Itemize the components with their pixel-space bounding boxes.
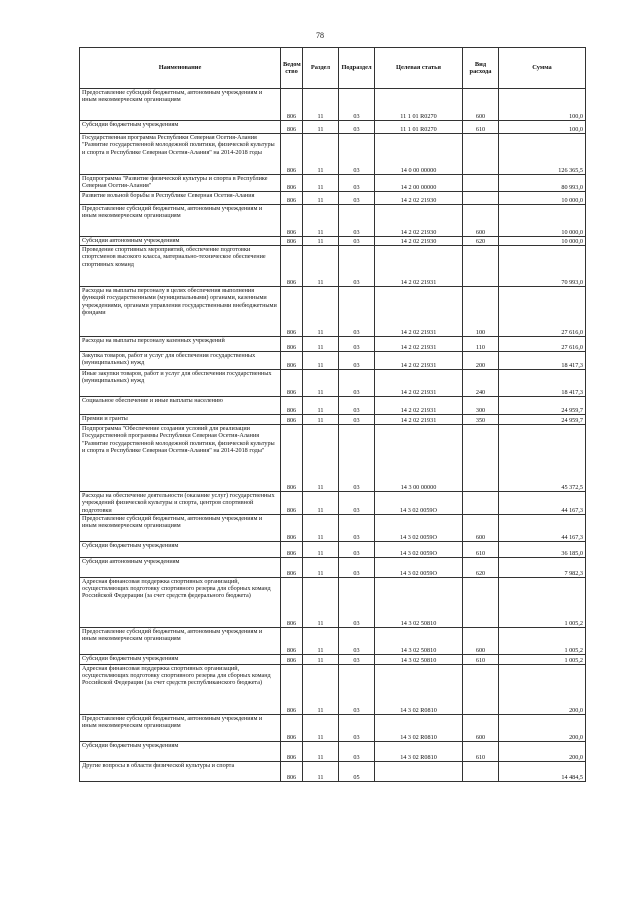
cell-sum: 18 417,3 bbox=[499, 352, 586, 370]
table-row bbox=[80, 397, 586, 415]
cell-stat: 14 2 00 00000 bbox=[375, 175, 463, 192]
cell-vid: 610 bbox=[463, 121, 499, 134]
cell-name: Субсидии автономным учреждениям bbox=[80, 237, 281, 246]
cell-name: Иные закупки товаров, работ и услуг для обеспечения государственных (муниципальных) нужд bbox=[80, 370, 281, 397]
table-row bbox=[80, 134, 586, 175]
cell-stat: 14 2 02 21931 bbox=[375, 246, 463, 287]
cell-vid bbox=[463, 492, 499, 515]
header-vid: Вид расхода bbox=[463, 48, 499, 89]
cell-ved: 806 bbox=[281, 175, 303, 192]
cell-sum: 200,0 bbox=[499, 741, 586, 761]
cell-podrazdel: 03 bbox=[339, 627, 375, 654]
table-row bbox=[80, 337, 586, 352]
budget-table bbox=[79, 47, 586, 782]
cell-razdel: 11 bbox=[303, 246, 339, 287]
cell-stat: 14 3 02 50810 bbox=[375, 654, 463, 664]
cell-sum: 10 000,0 bbox=[499, 192, 586, 205]
cell-vid: 600 bbox=[463, 89, 499, 121]
cell-name: Адресная финансовая поддержка спортивных организаций, осуществляющих подготовку спортивного резерва для сборных команд Российской Федерации (за счет средств федерального бюджета) bbox=[80, 577, 281, 627]
cell-vid: 600 bbox=[463, 205, 499, 237]
cell-ved: 806 bbox=[281, 287, 303, 337]
cell-sum: 44 167,3 bbox=[499, 492, 586, 515]
cell-vid: 620 bbox=[463, 237, 499, 246]
cell-name: Субсидии бюджетным учреждениям bbox=[80, 654, 281, 664]
cell-stat: 14 3 02 R0810 bbox=[375, 714, 463, 741]
header-name: Наименование bbox=[80, 48, 281, 89]
header-stat: Целевая статья bbox=[375, 48, 463, 89]
cell-vid: 610 bbox=[463, 541, 499, 557]
cell-podrazdel: 03 bbox=[339, 89, 375, 121]
cell-sum: 100,0 bbox=[499, 89, 586, 121]
cell-stat: 14 0 00 00000 bbox=[375, 134, 463, 175]
cell-ved: 806 bbox=[281, 246, 303, 287]
cell-vid: 110 bbox=[463, 337, 499, 352]
cell-podrazdel: 03 bbox=[339, 541, 375, 557]
cell-podrazdel: 03 bbox=[339, 175, 375, 192]
cell-stat: 11 1 01 R0270 bbox=[375, 121, 463, 134]
cell-vid bbox=[463, 134, 499, 175]
cell-name: Предоставление субсидий бюджетным, автономным учреждениям и иным некоммерческим организациям bbox=[80, 714, 281, 741]
cell-vid: 610 bbox=[463, 741, 499, 761]
cell-name: Предоставление субсидий бюджетным, автономным учреждениям и иным некоммерческим организациям bbox=[80, 514, 281, 541]
cell-podrazdel: 03 bbox=[339, 741, 375, 761]
cell-name: Подпрограмма "Развитие физической культуры и спорта в Республике Северная Осетия-Алания" bbox=[80, 175, 281, 192]
cell-podrazdel: 03 bbox=[339, 237, 375, 246]
cell-stat: 14 2 02 21930 bbox=[375, 205, 463, 237]
table-row bbox=[80, 714, 586, 741]
cell-podrazdel: 03 bbox=[339, 397, 375, 415]
cell-sum: 10 000,0 bbox=[499, 205, 586, 237]
table-row bbox=[80, 415, 586, 425]
cell-vid: 240 bbox=[463, 370, 499, 397]
cell-stat: 14 3 02 50810 bbox=[375, 627, 463, 654]
cell-stat: 14 3 02 0059O bbox=[375, 492, 463, 515]
table-body bbox=[80, 89, 586, 782]
cell-ved: 806 bbox=[281, 627, 303, 654]
cell-stat bbox=[375, 761, 463, 781]
cell-vid: 600 bbox=[463, 627, 499, 654]
cell-name: Проведение спортивных мероприятий, обеспечение подготовки спортсменов высокого класса, материально-техническое обеспечение спортивных команд bbox=[80, 246, 281, 287]
table-row bbox=[80, 352, 586, 370]
cell-razdel: 11 bbox=[303, 121, 339, 134]
cell-razdel: 11 bbox=[303, 541, 339, 557]
cell-sum: 126 365,5 bbox=[499, 134, 586, 175]
cell-stat: 14 3 02 0059O bbox=[375, 541, 463, 557]
cell-ved: 806 bbox=[281, 337, 303, 352]
cell-ved: 806 bbox=[281, 761, 303, 781]
cell-razdel: 11 bbox=[303, 134, 339, 175]
header-summa: Сумма bbox=[499, 48, 586, 89]
table-row bbox=[80, 121, 586, 134]
cell-stat: 14 2 02 21931 bbox=[375, 370, 463, 397]
cell-razdel: 11 bbox=[303, 654, 339, 664]
cell-ved: 806 bbox=[281, 415, 303, 425]
cell-podrazdel: 03 bbox=[339, 370, 375, 397]
cell-stat: 11 1 01 R0270 bbox=[375, 89, 463, 121]
cell-vid bbox=[463, 425, 499, 492]
header-razdel: Раздел bbox=[303, 48, 339, 89]
cell-vid bbox=[463, 175, 499, 192]
table-row bbox=[80, 514, 586, 541]
cell-stat: 14 2 02 21931 bbox=[375, 352, 463, 370]
cell-vid: 200 bbox=[463, 352, 499, 370]
cell-podrazdel: 03 bbox=[339, 654, 375, 664]
cell-podrazdel: 03 bbox=[339, 337, 375, 352]
table-row bbox=[80, 425, 586, 492]
cell-ved: 806 bbox=[281, 741, 303, 761]
cell-name: Социальное обеспечение и иные выплаты населению bbox=[80, 397, 281, 415]
cell-name: Расходы на выплаты персоналу казенных учреждений bbox=[80, 337, 281, 352]
cell-name: Субсидии бюджетным учреждениям bbox=[80, 541, 281, 557]
cell-razdel: 11 bbox=[303, 425, 339, 492]
cell-podrazdel: 03 bbox=[339, 121, 375, 134]
cell-name: Расходы на обеспечение деятельности (оказание услуг) государственных учреждений физической культуры и спорта, центров спортивной подготовки bbox=[80, 492, 281, 515]
cell-ved: 806 bbox=[281, 352, 303, 370]
cell-razdel: 11 bbox=[303, 192, 339, 205]
cell-vid bbox=[463, 192, 499, 205]
table-row bbox=[80, 541, 586, 557]
cell-podrazdel: 03 bbox=[339, 514, 375, 541]
cell-vid: 610 bbox=[463, 654, 499, 664]
table-row bbox=[80, 577, 586, 627]
table-row bbox=[80, 654, 586, 664]
cell-name: Премии и гранты bbox=[80, 415, 281, 425]
cell-razdel: 11 bbox=[303, 89, 339, 121]
header-ved: Ведом ство bbox=[281, 48, 303, 89]
cell-vid bbox=[463, 761, 499, 781]
cell-razdel: 11 bbox=[303, 627, 339, 654]
cell-ved: 806 bbox=[281, 205, 303, 237]
cell-stat: 14 3 02 50810 bbox=[375, 577, 463, 627]
cell-sum: 70 993,0 bbox=[499, 246, 586, 287]
table-header-row bbox=[80, 48, 586, 89]
cell-sum: 27 616,0 bbox=[499, 337, 586, 352]
cell-name: Субсидии автономным учреждениям bbox=[80, 557, 281, 577]
cell-podrazdel: 03 bbox=[339, 352, 375, 370]
cell-razdel: 11 bbox=[303, 557, 339, 577]
cell-vid: 600 bbox=[463, 714, 499, 741]
cell-stat: 14 2 02 21931 bbox=[375, 287, 463, 337]
cell-name: Субсидии бюджетным учреждениям bbox=[80, 121, 281, 134]
cell-podrazdel: 03 bbox=[339, 714, 375, 741]
cell-stat: 14 3 00 00000 bbox=[375, 425, 463, 492]
cell-ved: 806 bbox=[281, 397, 303, 415]
cell-ved: 806 bbox=[281, 664, 303, 714]
cell-razdel: 11 bbox=[303, 205, 339, 237]
cell-podrazdel: 03 bbox=[339, 134, 375, 175]
cell-name: Предоставление субсидий бюджетным, автономным учреждениям и иным некоммерческим организациям bbox=[80, 205, 281, 237]
cell-sum: 45 372,5 bbox=[499, 425, 586, 492]
cell-podrazdel: 03 bbox=[339, 192, 375, 205]
cell-name: Предоставление субсидий бюджетным, автономным учреждениям и иным некоммерческим организациям bbox=[80, 89, 281, 121]
cell-razdel: 11 bbox=[303, 761, 339, 781]
cell-name: Подпрограмма "Обеспечение создания условий для реализации Государственной программы Республики Северная Осетия-Алания "Развитие государственной молодежной политики, физической культуры и спорта в Республике Северная Осетия-Алания" на 2014-2018 годы" bbox=[80, 425, 281, 492]
cell-razdel: 11 bbox=[303, 287, 339, 337]
cell-stat: 14 2 02 21930 bbox=[375, 192, 463, 205]
cell-podrazdel: 03 bbox=[339, 415, 375, 425]
cell-name: Адресная финансовая поддержка спортивных организаций, осуществляющих подготовку спортивного резерва для сборных команд Российской Федерации (за счет средств республиканского бюджета) bbox=[80, 664, 281, 714]
cell-podrazdel: 03 bbox=[339, 287, 375, 337]
cell-razdel: 11 bbox=[303, 352, 339, 370]
table-row bbox=[80, 370, 586, 397]
cell-podrazdel: 03 bbox=[339, 492, 375, 515]
cell-name: Государственная программа Республики Северная Осетия-Алания "Развитие государственной молодежной политики, физической культуры и спорта в Республике Северная Осетия-Алания" на 2014-2018 годы bbox=[80, 134, 281, 175]
table-row bbox=[80, 175, 586, 192]
cell-vid: 100 bbox=[463, 287, 499, 337]
cell-ved: 806 bbox=[281, 654, 303, 664]
header-podrazdel: Подраздел bbox=[339, 48, 375, 89]
table-row bbox=[80, 627, 586, 654]
cell-stat: 14 3 02 0059O bbox=[375, 557, 463, 577]
cell-vid: 600 bbox=[463, 514, 499, 541]
cell-name: Предоставление субсидий бюджетным, автономным учреждениям и иным некоммерческим организациям bbox=[80, 627, 281, 654]
cell-razdel: 11 bbox=[303, 741, 339, 761]
cell-razdel: 11 bbox=[303, 397, 339, 415]
table-row bbox=[80, 246, 586, 287]
table-row bbox=[80, 237, 586, 246]
cell-stat: 14 2 02 21931 bbox=[375, 415, 463, 425]
cell-sum: 44 167,3 bbox=[499, 514, 586, 541]
cell-sum: 200,0 bbox=[499, 664, 586, 714]
cell-ved: 806 bbox=[281, 370, 303, 397]
cell-sum: 24 959,7 bbox=[499, 397, 586, 415]
cell-podrazdel: 03 bbox=[339, 557, 375, 577]
cell-stat: 14 3 02 R0810 bbox=[375, 741, 463, 761]
cell-ved: 806 bbox=[281, 541, 303, 557]
cell-sum: 7 982,3 bbox=[499, 557, 586, 577]
cell-name: Субсидии бюджетным учреждениям bbox=[80, 741, 281, 761]
cell-vid: 350 bbox=[463, 415, 499, 425]
cell-sum: 1 005,2 bbox=[499, 577, 586, 627]
cell-ved: 806 bbox=[281, 237, 303, 246]
cell-sum: 18 417,3 bbox=[499, 370, 586, 397]
cell-ved: 806 bbox=[281, 492, 303, 515]
cell-sum: 1 005,2 bbox=[499, 627, 586, 654]
cell-ved: 806 bbox=[281, 714, 303, 741]
cell-vid: 620 bbox=[463, 557, 499, 577]
table-row bbox=[80, 664, 586, 714]
cell-ved: 806 bbox=[281, 89, 303, 121]
cell-ved: 806 bbox=[281, 121, 303, 134]
cell-podrazdel: 05 bbox=[339, 761, 375, 781]
cell-razdel: 11 bbox=[303, 577, 339, 627]
cell-name: Развитие вольной борьбы в Республике Северная Осетия-Алания bbox=[80, 192, 281, 205]
page-number: 78 bbox=[316, 31, 324, 40]
cell-ved: 806 bbox=[281, 192, 303, 205]
cell-ved: 806 bbox=[281, 577, 303, 627]
cell-vid bbox=[463, 577, 499, 627]
table-row bbox=[80, 557, 586, 577]
cell-sum: 36 185,0 bbox=[499, 541, 586, 557]
cell-razdel: 11 bbox=[303, 175, 339, 192]
cell-razdel: 11 bbox=[303, 664, 339, 714]
cell-sum: 100,0 bbox=[499, 121, 586, 134]
cell-sum: 1 005,2 bbox=[499, 654, 586, 664]
cell-ved: 806 bbox=[281, 514, 303, 541]
cell-stat: 14 2 02 21930 bbox=[375, 237, 463, 246]
cell-sum: 10 000,0 bbox=[499, 237, 586, 246]
cell-stat: 14 2 02 21931 bbox=[375, 397, 463, 415]
cell-podrazdel: 03 bbox=[339, 577, 375, 627]
cell-sum: 14 484,5 bbox=[499, 761, 586, 781]
cell-podrazdel: 03 bbox=[339, 246, 375, 287]
cell-ved: 806 bbox=[281, 557, 303, 577]
cell-name: Другие вопросы в области физической культуры и спорта bbox=[80, 761, 281, 781]
cell-razdel: 11 bbox=[303, 415, 339, 425]
cell-stat: 14 2 02 21931 bbox=[375, 337, 463, 352]
table-row bbox=[80, 492, 586, 515]
cell-vid bbox=[463, 246, 499, 287]
cell-razdel: 11 bbox=[303, 492, 339, 515]
cell-razdel: 11 bbox=[303, 370, 339, 397]
table-row bbox=[80, 741, 586, 761]
cell-sum: 200,0 bbox=[499, 714, 586, 741]
cell-name: Расходы на выплаты персоналу в целях обеспечения выполнения функций государственными (муниципальными) органами, казенными учреждениями, органами управления государственными внебюджетными фондами bbox=[80, 287, 281, 337]
cell-ved: 806 bbox=[281, 134, 303, 175]
cell-sum: 27 616,0 bbox=[499, 287, 586, 337]
cell-stat: 14 3 02 0059O bbox=[375, 514, 463, 541]
cell-razdel: 11 bbox=[303, 237, 339, 246]
table-row bbox=[80, 192, 586, 205]
cell-name: Закупка товаров, работ и услуг для обеспечения государственных (муниципальных) нужд bbox=[80, 352, 281, 370]
cell-stat: 14 3 02 R0810 bbox=[375, 664, 463, 714]
cell-podrazdel: 03 bbox=[339, 425, 375, 492]
cell-ved: 806 bbox=[281, 425, 303, 492]
cell-razdel: 11 bbox=[303, 714, 339, 741]
cell-podrazdel: 03 bbox=[339, 205, 375, 237]
cell-vid: 300 bbox=[463, 397, 499, 415]
table-row bbox=[80, 287, 586, 337]
cell-razdel: 11 bbox=[303, 337, 339, 352]
table-row bbox=[80, 761, 586, 781]
table-row bbox=[80, 89, 586, 121]
cell-sum: 24 959,7 bbox=[499, 415, 586, 425]
cell-sum: 80 993,0 bbox=[499, 175, 586, 192]
cell-vid bbox=[463, 664, 499, 714]
cell-razdel: 11 bbox=[303, 514, 339, 541]
table-row bbox=[80, 205, 586, 237]
cell-podrazdel: 03 bbox=[339, 664, 375, 714]
